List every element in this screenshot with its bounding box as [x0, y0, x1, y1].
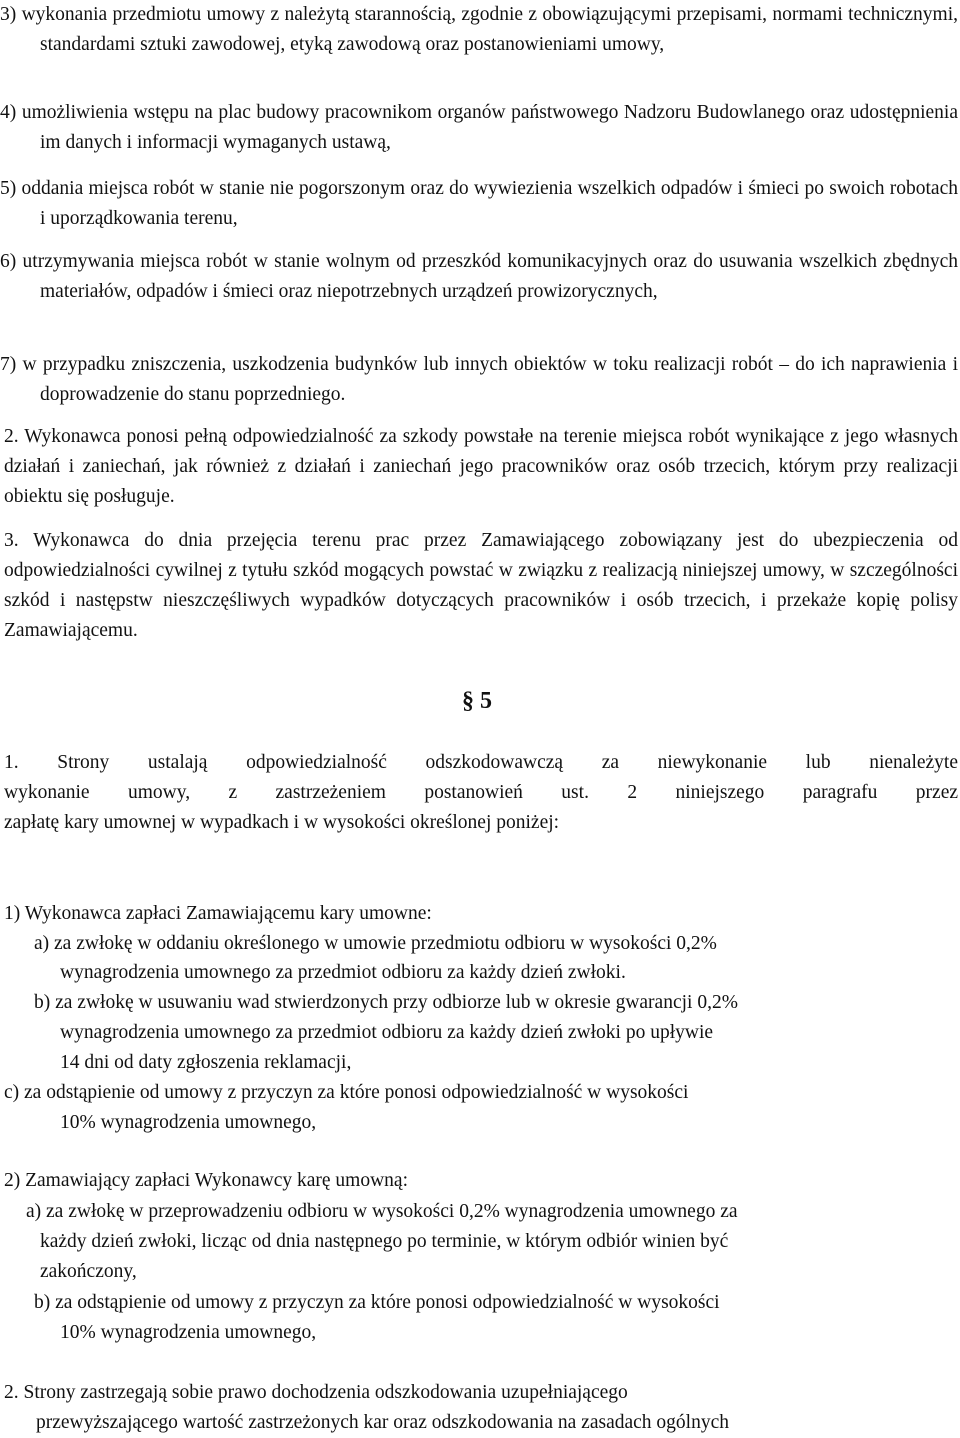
- contractor-penalty-b-cont: 14 dni od daty zgłoszenia reklamacji,: [60, 1052, 352, 1073]
- clause-2: 2. Wykonawca ponosi pełną odpowiedzialność za szkody powstałe na terenie miejsca robót wynikające z jego własnych działań i zaniechań, jak również z działań i zaniechań jego pracowników oraz osób trzecich, którym przy realizacji obiektu się posługuje.: [4, 426, 958, 507]
- item-4: 4) umożliwienia wstępu na plac budowy pracownikom organów państwowego Nadzoru Budowlanego oraz udostępnienia im danych i informacji wymaganych ustawą,: [0, 102, 958, 153]
- clause-3: 3. Wykonawca do dnia przejęcia terenu prac przez Zamawiającego zobowiązany jest do ubezpieczenia od odpowiedzialności cywilnej z tytułu szkód mogących powstać w związku z realizacją niniejszej umowy, w szczególności szkód i następstw nieszczęśliwych wypadków dotyczących pracowników i osób trzecich, i przekaże kopię polisy Zamawiającemu.: [4, 530, 958, 641]
- item-7: 7) w przypadku zniszczenia, uszkodzenia budynków lub innych obiektów w toku realizacji robót – do ich naprawienia i doprowadzenie do stanu poprzedniego.: [0, 354, 958, 405]
- employer-penalty-a-cont: każdy dzień zwłoki, licząc od dnia następnego po terminie, w którym odbiór winien być: [40, 1231, 729, 1252]
- item-6: 6) utrzymywania miejsca robót w stanie wolnym od przeszkód komunikacyjnych oraz do usuwania wszelkich zbędnych materiałów, odpadów i śmieci oraz niepotrzebnych urządzeń prowizorycznych,: [0, 251, 958, 302]
- item-5: 5) oddania miejsca robót w stanie nie pogorszonym oraz do wywiezienia wszelkich odpadów i śmieci po swoich robotach i uporządkowania terenu,: [0, 178, 958, 229]
- employer-penalty-b-cont: 10% wynagrodzenia umownego,: [60, 1322, 317, 1343]
- section-heading: § 5: [462, 688, 492, 714]
- s5-clause-1-line: 1. Strony ustalają odpowiedzialność odszkodowawczą za niewykonanie lub nienależyte: [4, 752, 958, 773]
- contractor-penalty-b-cont: wynagrodzenia umownego za przedmiot odbioru za każdy dzień zwłoki po upływie: [60, 1022, 714, 1043]
- s5-clause-1-line: wykonanie umowy, z zastrzeżeniem postanowień ust. 2 niniejszego paragrafu przez: [4, 782, 958, 803]
- employer-penalty-b: b) za odstąpienie od umowy z przyczyn za które ponosi odpowiedzialność w wysokości: [34, 1292, 720, 1313]
- contractor-penalty-a: a) za zwłokę w oddaniu określonego w umowie przedmiotu odbioru w wysokości 0,2%: [34, 933, 717, 954]
- s5-clause-2-cont: przewyższającego wartość zastrzeżonych kar oraz odszkodowania na zasadach ogólnych: [36, 1412, 729, 1433]
- s5-clause-1-line: zapłatę kary umownej w wypadkach i w wysokości określonej poniżej:: [4, 812, 560, 833]
- contractor-penalties-intro: 1) Wykonawca zapłaci Zamawiającemu kary umowne:: [4, 903, 432, 924]
- contractor-penalty-c: c) za odstąpienie od umowy z przyczyn za które ponosi odpowiedzialność w wysokości: [4, 1082, 689, 1103]
- employer-penalties-intro: 2) Zamawiający zapłaci Wykonawcy karę umowną:: [4, 1170, 408, 1191]
- item-3: 3) wykonania przedmiotu umowy z należytą starannością, zgodnie z obowiązującymi przepisami, normami technicznymi, standardami sztuki zawodowej, etyką zawodową oraz postanowieniami umowy,: [0, 4, 958, 55]
- contractor-penalty-b: b) za zwłokę w usuwaniu wad stwierdzonych przy odbiorze lub w okresie gwarancji 0,2%: [34, 992, 738, 1013]
- contractor-penalty-c-cont: 10% wynagrodzenia umownego,: [60, 1112, 317, 1133]
- employer-penalty-a: a) za zwłokę w przeprowadzeniu odbioru w wysokości 0,2% wynagrodzenia umownego za: [26, 1201, 738, 1222]
- contractor-penalty-a-cont: wynagrodzenia umownego za przedmiot odbioru za każdy dzień zwłoki.: [60, 962, 626, 983]
- s5-clause-2: 2. Strony zastrzegają sobie prawo dochodzenia odszkodowania uzupełniającego: [4, 1382, 628, 1403]
- employer-penalty-a-cont: zakończony,: [40, 1261, 137, 1282]
- s5-clause-1: [4, 748, 958, 838]
